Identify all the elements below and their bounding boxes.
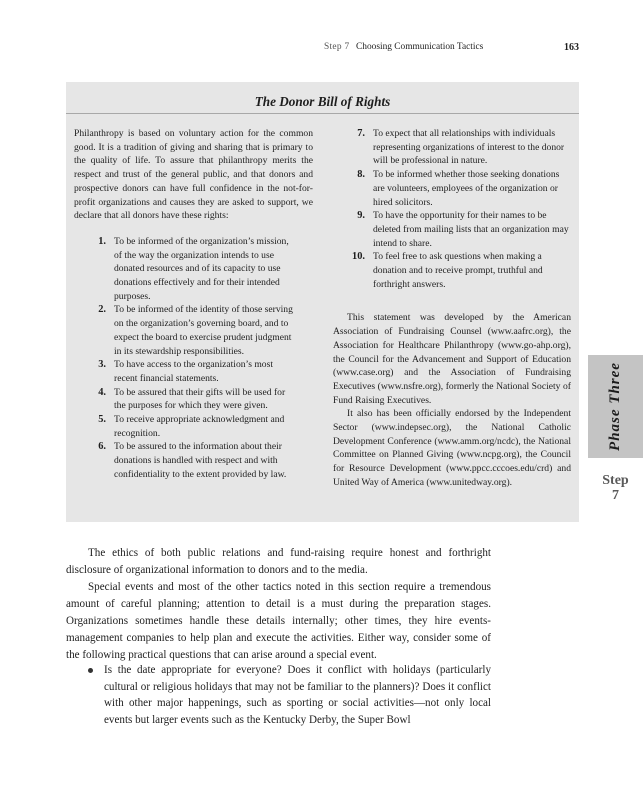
- running-header-step: Step 7: [324, 42, 350, 52]
- right-text: To be assured to the information about their donations is handled with respect and with confidentiality to the extent provided by law.: [114, 441, 287, 480]
- phase-label: Phase Three: [607, 362, 623, 451]
- right-text: To be informed of the identity of those serving on the organization’s governing board, and to expect the board to exercise prudent judgment in its stewardship responsibilities.: [114, 304, 293, 357]
- right-item: [333, 168, 571, 209]
- right-number: 10.: [352, 251, 365, 263]
- box-left-column: [74, 127, 313, 482]
- list-item: [66, 662, 491, 728]
- right-item: [74, 440, 313, 481]
- right-number: 7.: [357, 128, 365, 139]
- box-title: The Donor Bill of Rights: [254, 94, 391, 109]
- right-text: To have the opportunity for their names to be deleted from mailing lists that an organization may intend to share.: [373, 210, 569, 249]
- box-intro: Philanthropy is based on voluntary action for the common good. It is a tradition of giving and sharing that is primary to the quality of life. To assure that philanthropy merits the respect and trust of the general public, and that donors and prospective donors can have full confidence in the not-for-profit organizations and causes they are asked to support, we declare that all donors have these rights:: [74, 128, 313, 222]
- practical-questions-list: [66, 662, 491, 728]
- right-text: To have access to the organization’s most recent financial statements.: [114, 359, 274, 384]
- right-item: [74, 413, 313, 440]
- rights-list-left: [74, 235, 313, 482]
- right-item: [74, 386, 313, 413]
- right-number: 9.: [357, 210, 365, 222]
- right-item: [333, 127, 571, 168]
- right-number: 8.: [357, 169, 365, 181]
- body-paragraph: Special events and most of the other tactics noted in this section require a tremendous amount of careful planning; attention to detail is a must during the preparation stages. Organizations sometimes handle these details internally; other times, they hire events-management companies to help plan and execute the activities. Either way, consider some of the following practical questions that can arise around a special event.: [66, 581, 491, 661]
- statement-developed-by: This statement was developed by the American Association of Fundraising Counsel (www.aafrc.org), the Association for Healthcare Philanthropy (www.go-ahp.org), the Council for the Advancement and Support of Education (www.case.org) and the Association of Fundraising Executives (www.nsfre.org), formerly the National Society of Fund Raising Executives.: [333, 312, 571, 406]
- right-number: 2.: [98, 304, 106, 316]
- right-text: To be informed whether those seeking donations are volunteers, employees of the organization or hired solicitors.: [373, 169, 560, 208]
- right-item: [333, 209, 571, 250]
- page-number: 163: [564, 42, 579, 53]
- right-number: 4.: [98, 386, 106, 398]
- box-title-rule: [66, 113, 579, 114]
- bullet-icon: [88, 668, 93, 673]
- right-text: To receive appropriate acknowledgment and recognition.: [114, 414, 285, 439]
- statement-endorsed-by: It also has been officially endorsed by the Independent Sector (www.indepsec.org), the National Catholic Development Conference (www.amm.org/ncdc), the National Committee on Planned Giving (www.ncpg.org), the Council for Resource Development (www.ppcc.cccoes.edu/crd) and United Way of America (www.unitedway.org).: [333, 408, 571, 488]
- body-paragraph: The ethics of both public relations and fund-raising require honest and forthright disclosure of organizational information to donors and to the media.: [66, 547, 491, 576]
- right-number: 3.: [98, 359, 106, 371]
- side-step-number: 7: [612, 488, 619, 503]
- body-text: [66, 545, 491, 664]
- phase-side-tab: [588, 355, 643, 458]
- right-text: To expect that all relationships with individuals representing organizations of interest to the donor will be professional in nature.: [373, 128, 565, 167]
- right-item: [74, 303, 313, 358]
- side-step-label: Step: [602, 473, 629, 488]
- running-header-title: Choosing Communication Tactics: [356, 42, 484, 52]
- right-text: To be informed of the organization’s mission, of the way the organization intends to use donated resources and of its capacity to use donations effectively and for their intended purposes.: [114, 235, 289, 302]
- donor-bill-of-rights-box: [66, 82, 579, 522]
- right-number: 5.: [98, 414, 106, 426]
- right-text: To be assured that their gifts will be used for the purposes for which they were given.: [114, 386, 286, 412]
- right-number: 6.: [98, 441, 106, 453]
- side-step-marker: [588, 473, 643, 503]
- rights-list-right: [333, 127, 571, 291]
- right-item: [74, 235, 313, 304]
- right-item: [333, 250, 571, 291]
- right-item: [74, 358, 313, 385]
- bullet-text: Is the date appropriate for everyone? Does it conflict with holidays (particularly cultural or religious holidays that may not be familiar to the planners)? Does it conflict with other major happenings, such as sporting or social activities—not only local events but larger events such as the Kentucky Derby, the Super Bowl: [104, 664, 491, 726]
- right-number: 1.: [98, 235, 106, 247]
- right-text: To feel free to ask questions when making a donation and to receive prompt, truthful and forthright answers.: [373, 251, 543, 290]
- box-right-column: [333, 127, 571, 490]
